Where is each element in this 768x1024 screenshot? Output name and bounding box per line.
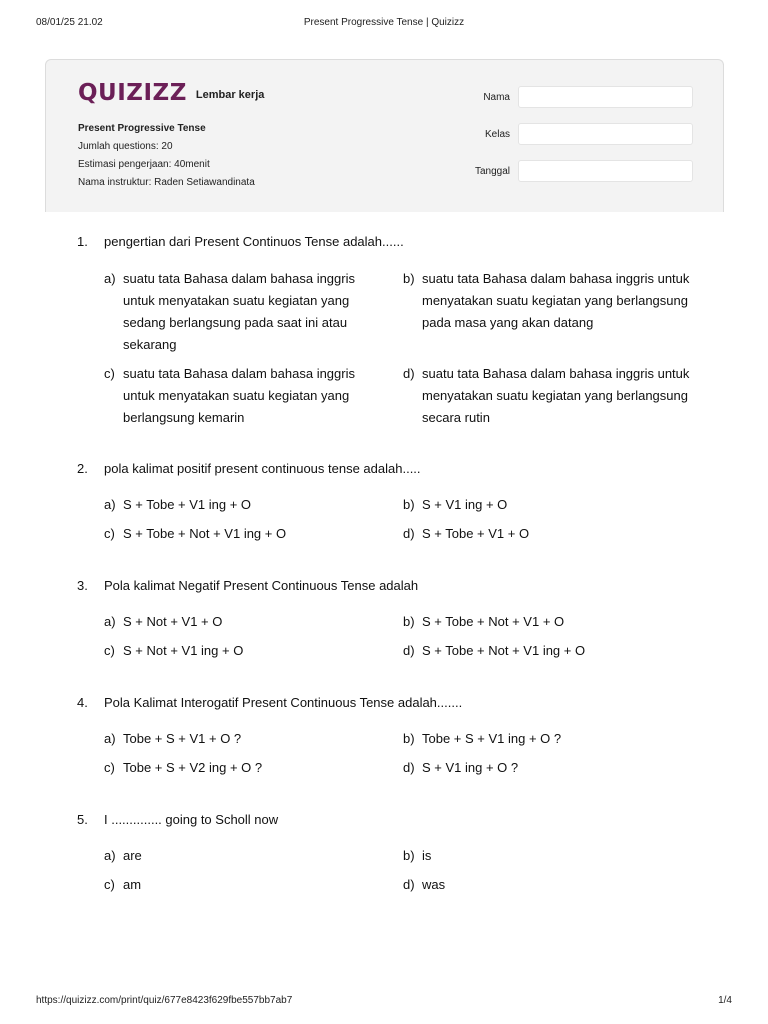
option-text: S + V1 ing + O ?: [422, 760, 519, 775]
student-fields: [466, 86, 694, 197]
option-text: was: [422, 877, 446, 892]
option-text: S + Tobe + Not + V1 ing + O: [422, 643, 586, 658]
question-number: 4.: [77, 695, 88, 710]
option-text: Tobe + S + V1 ing + O ?: [422, 731, 562, 746]
question-number: 2.: [77, 461, 88, 476]
option-text: S + Not + V1 ing + O: [123, 643, 244, 658]
option-text: S + Tobe + Not + V1 + O: [422, 614, 565, 629]
option-letter: b): [403, 271, 415, 286]
quiz-title: Present Progressive Tense: [78, 123, 206, 134]
worksheet-header: [45, 59, 724, 212]
option-letter: a): [104, 848, 116, 863]
option-letter: a): [104, 271, 116, 286]
quizizz-logo: [78, 80, 264, 106]
option-letter: c): [104, 366, 115, 381]
option-text: S + V1 ing + O: [422, 497, 508, 512]
option-text: suatu tata Bahasa dalam bahasa inggris untuk menyatakan suatu kegiatan yang berlangsung kemarin: [123, 366, 355, 425]
option-letter: a): [104, 731, 116, 746]
option-text: S + Tobe + Not + V1 ing + O: [123, 526, 287, 541]
date-label: Tanggal: [474, 166, 510, 177]
question-text: Pola Kalimat Interogatif Present Continuous Tense adalah.......: [104, 695, 463, 710]
question-number: 5.: [77, 812, 88, 827]
name-field[interactable]: [518, 86, 693, 108]
option-letter: b): [403, 614, 415, 629]
time-estimate: Estimasi pengerjaan: 40menit: [78, 159, 210, 170]
date-field-row: [466, 160, 694, 197]
logo-wordmark: QUIZIZZ: [78, 80, 187, 106]
page-number: 1/4: [718, 995, 732, 1006]
instructor-name: Nama instruktur: Raden Setiawandinata: [78, 177, 255, 188]
question-text: I .............. going to Scholl now: [104, 812, 279, 827]
option-letter: d): [403, 643, 415, 658]
option-letter: c): [104, 760, 115, 775]
option-letter: c): [104, 526, 115, 541]
option-text: S + Tobe + V1 ing + O: [123, 497, 252, 512]
option-letter: b): [403, 731, 415, 746]
question-text: pola kalimat positif present continuous tense adalah.....: [104, 461, 421, 476]
print-page-title: Present Progressive Tense | Quizizz: [303, 17, 465, 28]
option-text: am: [123, 877, 142, 892]
question-number: 1.: [77, 234, 88, 249]
option-text: Tobe + S + V1 + O ?: [123, 731, 242, 746]
option-letter: d): [403, 760, 415, 775]
option-letter: a): [104, 614, 116, 629]
print-header: [36, 17, 732, 31]
question-text: Pola kalimat Negatif Present Continuous Tense adalah: [104, 578, 419, 593]
print-date: 08/01/25 21.02: [36, 17, 103, 28]
option-letter: c): [104, 877, 115, 892]
question-text: pengertian dari Present Continuos Tense adalah......: [104, 234, 404, 249]
name-field-row: [466, 86, 694, 123]
option-text: suatu tata Bahasa dalam bahasa inggris untuk menyatakan suatu kegiatan yang berlangsung secara rutin: [422, 366, 690, 425]
questions-count: Jumlah questions: 20: [78, 141, 173, 152]
option-letter: a): [104, 497, 116, 512]
option-text: suatu tata Bahasa dalam bahasa inggris untuk menyatakan suatu kegiatan yang berlangsung pada masa yang akan datang: [422, 271, 690, 330]
print-footer: [36, 995, 732, 1009]
option-text: suatu tata Bahasa dalam bahasa inggris untuk menyatakan suatu kegiatan yang sedang berlangsung pada saat ini atau sekarang: [123, 271, 355, 352]
option-letter: b): [403, 848, 415, 863]
option-text: Tobe + S + V2 ing + O ?: [123, 760, 263, 775]
option-letter: d): [403, 366, 415, 381]
option-text: S + Tobe + V1 + O: [422, 526, 530, 541]
name-label: Nama: [483, 92, 510, 103]
quiz-info: [78, 120, 255, 192]
class-field-row: [466, 123, 694, 160]
option-letter: b): [403, 497, 415, 512]
option-letter: d): [403, 526, 415, 541]
worksheet-label: Lembar kerja: [195, 88, 265, 101]
option-text: are: [123, 848, 142, 863]
option-text: is: [422, 848, 432, 863]
class-field[interactable]: [518, 123, 693, 145]
page-url: https://quizizz.com/print/quiz/677e8423f629fbe557bb7ab7: [36, 995, 293, 1006]
option-letter: c): [104, 643, 115, 658]
question-number: 3.: [77, 578, 88, 593]
class-label: Kelas: [484, 129, 510, 140]
date-field[interactable]: [518, 160, 693, 182]
option-letter: d): [403, 877, 415, 892]
option-text: S + Not + V1 + O: [123, 614, 223, 629]
